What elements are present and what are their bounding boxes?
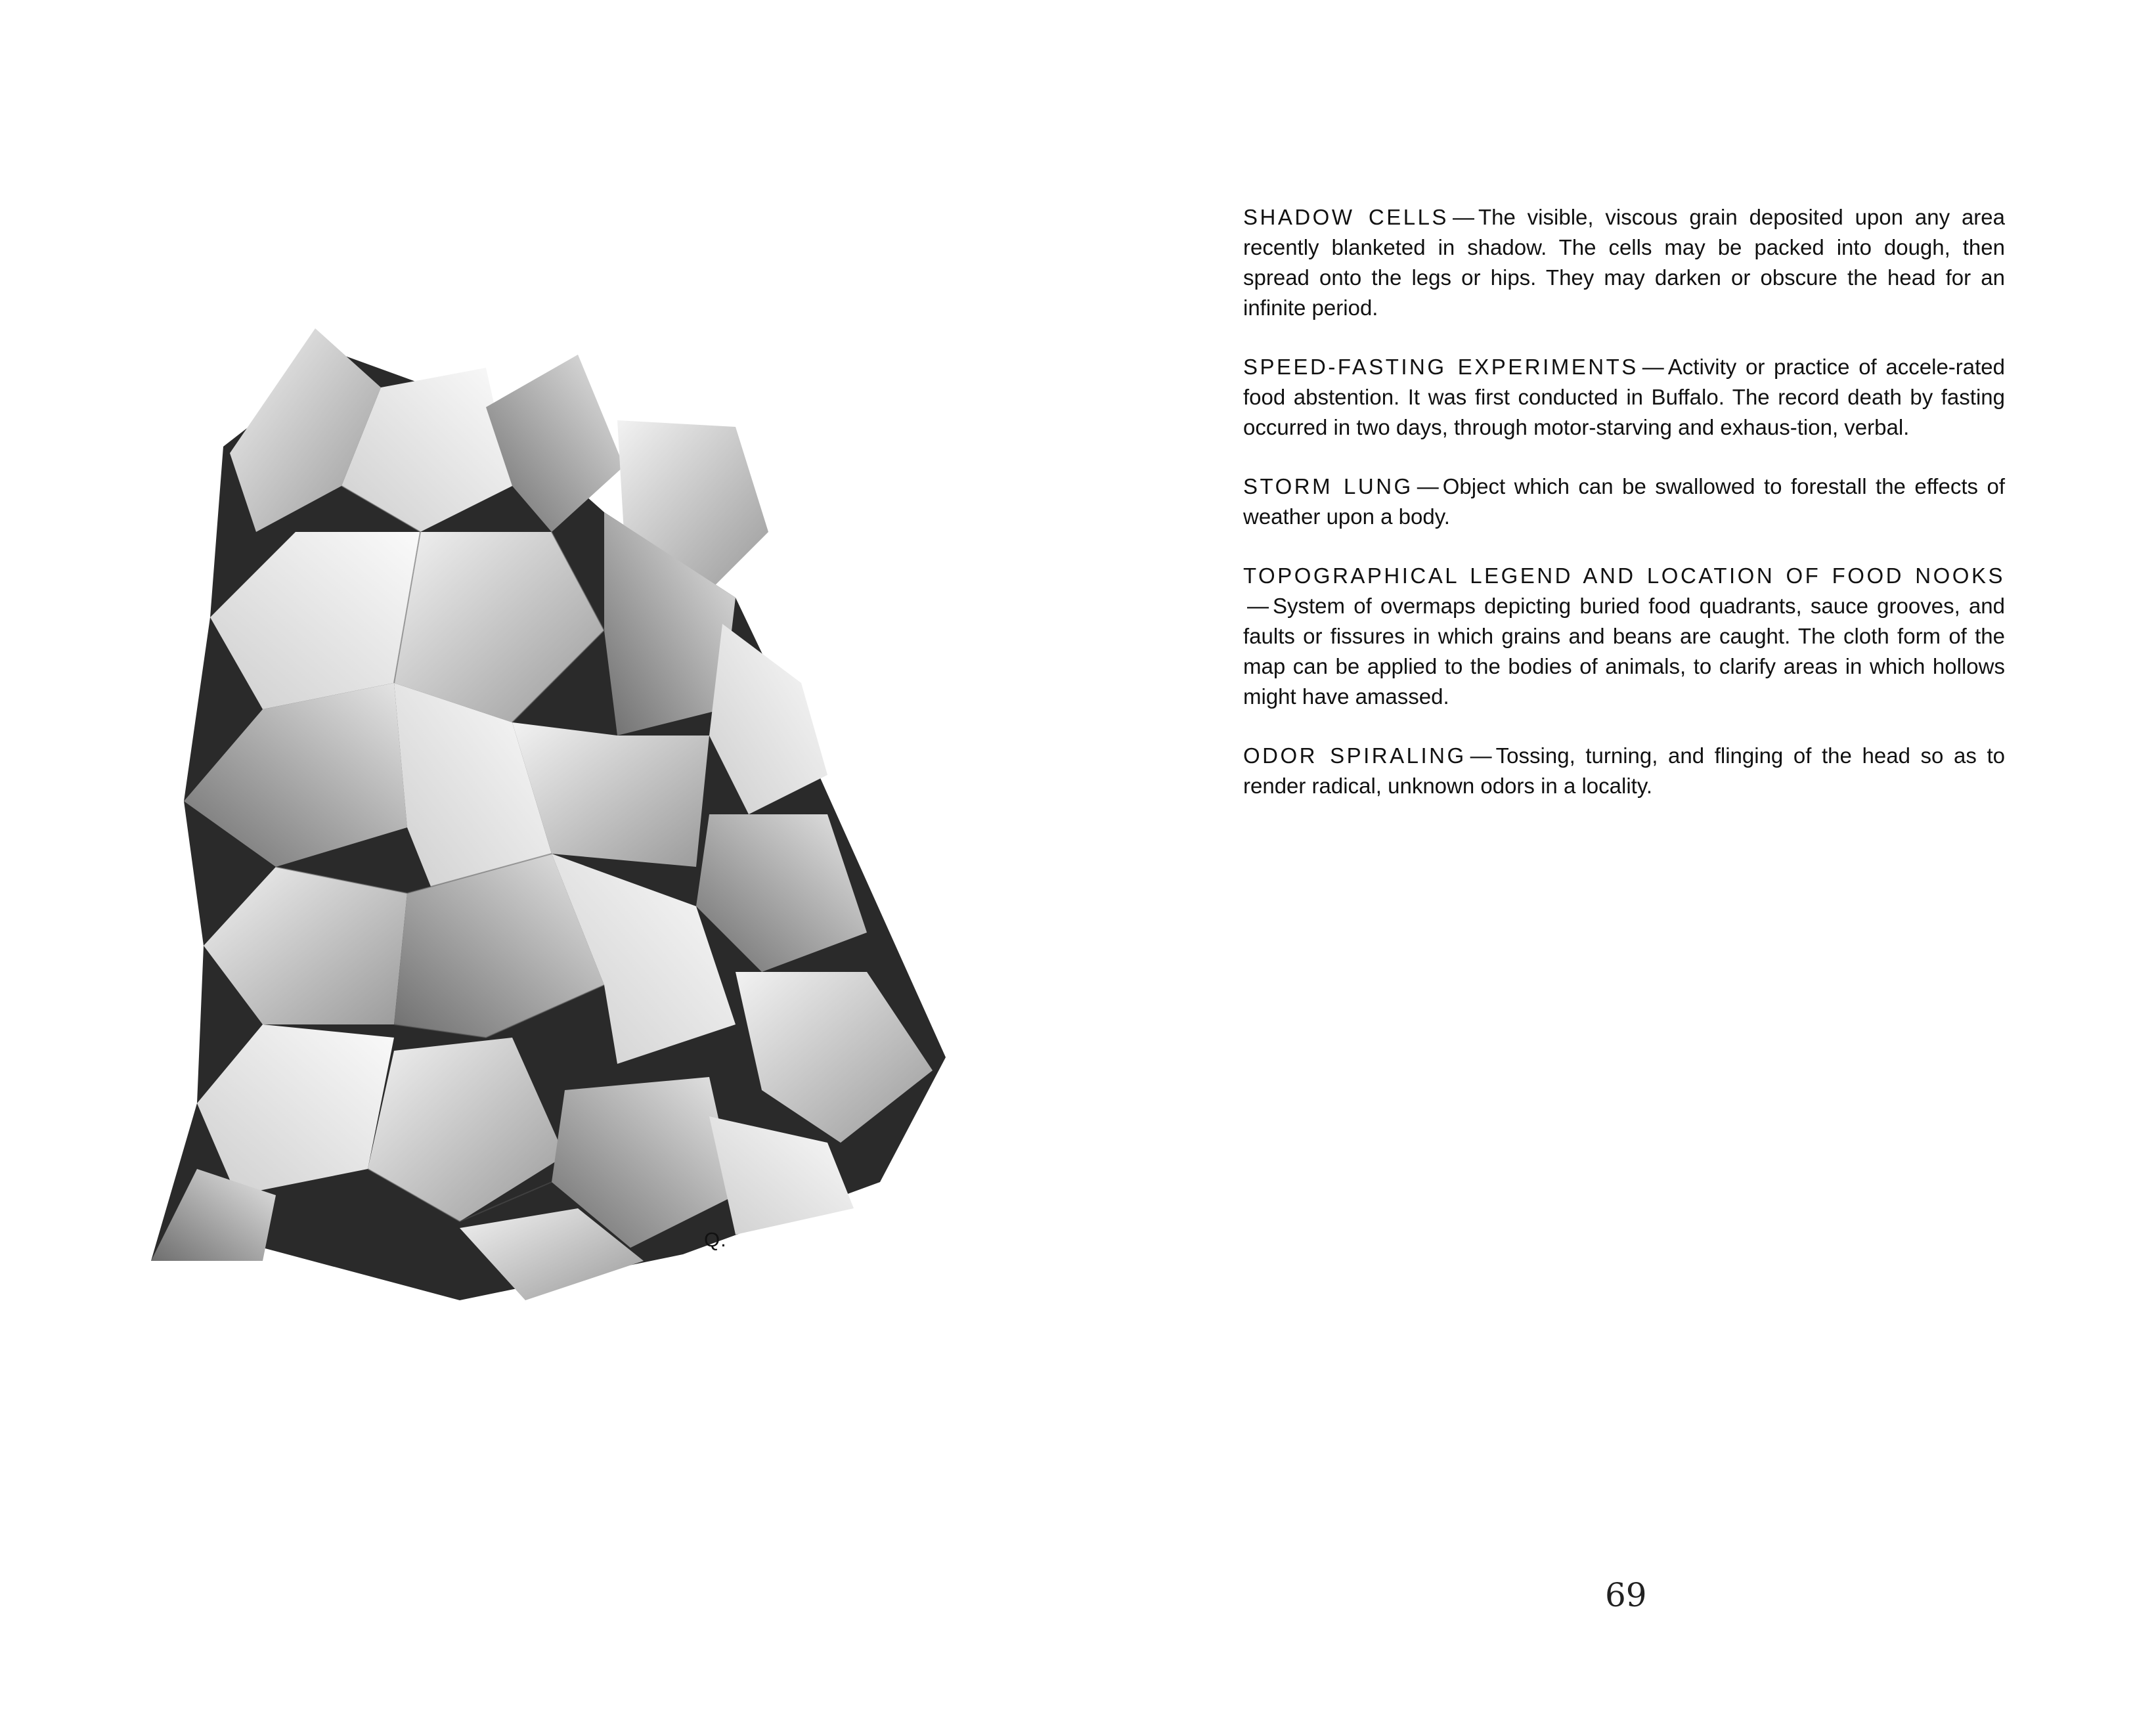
entry-definition: The visible, viscous grain deposited upon any area recently blanketed in shadow. The cells may be packed into dough, then spread onto the legs or hips. They may darken or obscure the head for an infinite period. <box>1243 205 2005 320</box>
glossary-entry <box>1243 352 2005 443</box>
page-number: 69 <box>1605 1576 1647 1614</box>
glossary-entry <box>1243 472 2005 532</box>
entry-definition: System of overmaps depicting buried food quadrants, sauce grooves, and faults or fissures in which grains and beans are caught. The cloth form of the map can be applied to the bodies of animals, to clarify areas in which hollows might have amassed. <box>1243 594 2005 709</box>
entry-dash: — <box>1452 205 1474 229</box>
entry-dash: — <box>1470 743 1492 768</box>
entry-dash: — <box>1642 355 1664 379</box>
rock-cluster-illustration <box>144 315 959 1327</box>
entry-definition: Tossing, turning, and flinging of the head so as to render radical, unknown odors in a locality. <box>1243 743 2005 798</box>
entry-term: STORM LUNG <box>1243 474 1413 498</box>
crumpled-rock-icon <box>144 315 959 1327</box>
glossary-entry <box>1243 561 2005 712</box>
entry-definition: Object which can be swallowed to forestall the effects of weather upon a body. <box>1243 474 2005 529</box>
glossary-text <box>1243 202 2005 830</box>
entry-definition: Activity or practice of accele-rated food abstention. It was first conducted in Buffalo. The record death by fasting occurred in two days, through motor-starving and exhaus-tion, verbal. <box>1243 355 2005 439</box>
entry-term: ODOR SPIRALING <box>1243 743 1466 768</box>
entry-dash: — <box>1247 594 1269 618</box>
entry-dash: — <box>1417 474 1439 498</box>
glossary-entry <box>1243 741 2005 801</box>
plate-label: Q. <box>704 1228 727 1251</box>
glossary-entry <box>1243 202 2005 323</box>
entry-term: SHADOW CELLS <box>1243 205 1449 229</box>
entry-term: SPEED-FASTING EXPERIMENTS <box>1243 355 1639 379</box>
entry-term: TOPOGRAPHICAL LEGEND AND LOCATION OF FOOD NOOKS <box>1243 563 2005 588</box>
